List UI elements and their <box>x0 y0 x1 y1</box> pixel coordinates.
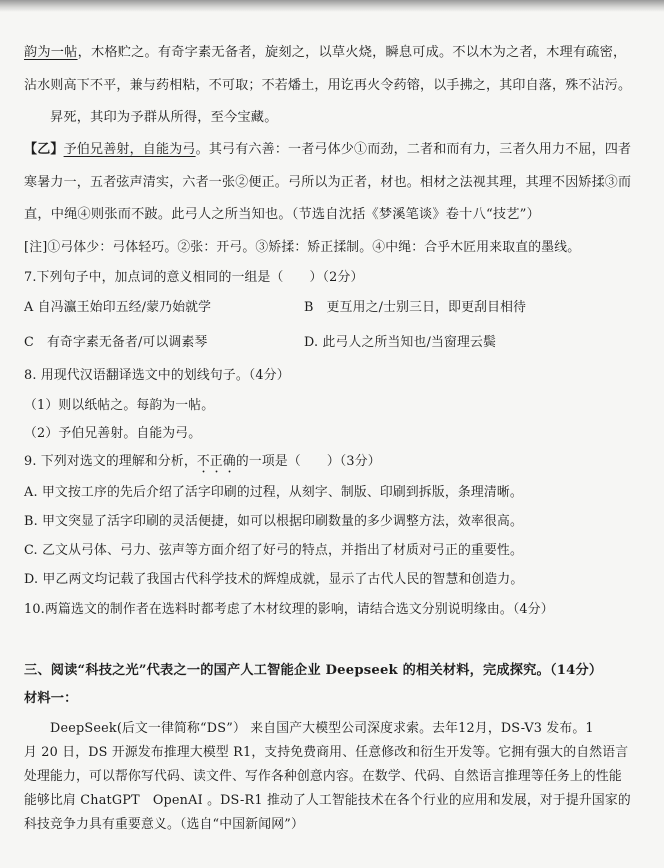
q8-sentence-2: （2）予伯兄善射。自能为弓。 <box>24 426 202 441</box>
q10-question: 10.两篇选文的制作者在选料时都考虑了木材纹理的影响，请结合选文分别说明缘由。（4分） <box>24 602 554 617</box>
q7-option-c: C 有奇字素无备者/可以调素琴 <box>24 335 208 350</box>
jia-line-2: 沾水则高下不平，兼与药相粘，不可取；不若燔土，用讫再火令药镕，以手拂之，其印自落，殊不沾污。 <box>24 78 632 93</box>
jia-line-1: 韵为一帖，木格贮之。有奇字素无备者，旋刻之，以草火烧，瞬息可成。不以木为之者，木理有疏密， <box>24 45 627 60</box>
scan-top-edge <box>0 0 664 12</box>
q9-option-c: C. 乙文从弓体、弓力、弦声等方面介绍了好弓的特点，并指出了材质对弓正的重要性。 <box>24 543 523 558</box>
jia-line-3: 昇死，其印为予群从所得，至今宝藏。 <box>50 110 278 125</box>
q9-emphasis: 不正确 <box>196 454 236 469</box>
q7-option-a: A 自冯瀛王始印五经/蒙乃始就学 <box>24 300 212 315</box>
q8-stem: 8. 用现代汉语翻译选文中的划线句子。（4分） <box>24 368 290 383</box>
material-one-label: 材料一： <box>24 691 78 706</box>
material-para-line-1: DeepSeek(后文一律简称“DS”） 来自国产大模型公司深度求索。去年12月，DS-V3 发布。1 <box>50 721 594 736</box>
annotation-note: [注]①弓体少：弓体轻巧。②张：开弓。③矫揉：矫正揉制。④中绳：合乎木匠用来取直的墨线。 <box>24 240 581 255</box>
material-para-line-3: 处理能力，可以帮你写代码、读文件、写作各种创意内容。在数学、代码、自然语言推理等任务上的性能 <box>24 769 622 784</box>
yi-line-1: 【乙】予伯兄善射，自能为弓。其弓有六善：一者弓体少①而劲，二者和而有力，三者久用力不屈，四者 <box>24 142 632 157</box>
yi-line-3: 直，中绳④则张而不跛。此弓人之所当知也。（节选自沈括《梦溪笔谈》卷十八“技艺”） <box>24 207 541 222</box>
jia-underlined-sentence: 韵为一帖 <box>24 45 78 60</box>
q7-option-d: D. 此弓人之所当知也/当窗理云鬓 <box>304 335 497 350</box>
q9-option-d: D. 甲乙两文均记载了我国古代科学技术的辉煌成就，显示了古代人民的智慧和创造力。 <box>24 572 524 587</box>
q7-stem: 7.下列句子中，加点词的意义相同的一组是（ ）（2分） <box>24 270 364 285</box>
material-para-line-5: 科技竞争力具有重要意义。（选自“中国新闻网”） <box>24 817 305 832</box>
q9-stem: 9. 下列对选文的理解和分析，不正确的一项是（ ）（3分） <box>24 454 381 469</box>
q9-option-b: B. 甲文突显了活字印刷的灵活便捷，如可以根据印刷数量的多少调整方法，效率很高。 <box>24 514 524 529</box>
yi-tag: 【乙】 <box>24 142 64 157</box>
section3-heading: 三、阅读“科技之光”代表之一的国产人工智能企业 Deepseek 的相关材料，完成探究。（14分） <box>24 663 603 678</box>
q8-sentence-1: （1）则以纸帖之。每韵为一帖。 <box>24 398 215 413</box>
material-para-line-4: 能够比肩 ChatGPT OpenAI 。DS-R1 推动了人工智能技术在各个行业的应用和发展，对于提升国家的 <box>24 793 631 808</box>
q7-option-b: B 更互用之/士别三日，即更刮目相待 <box>304 300 527 315</box>
q9-option-a: A. 甲文按工序的先后介绍了活字印刷的过程，从刻字、制版、印刷到拆版，条理清晰。 <box>24 485 523 500</box>
material-para-line-2: 月 20 日，DS 开源发布推理大模型 R1，支持免费商用、任意修改和衍生开发等。它拥有强大的自然语言 <box>24 745 629 760</box>
yi-underlined-sentence: 予伯兄善射，自能为弓 <box>63 142 196 157</box>
yi-line-2: 寒暑力一，五者弦声清实，六者一张②便正。弓所以为正者，材也。相材之法视其理，其理不因矫揉③而 <box>24 175 632 190</box>
